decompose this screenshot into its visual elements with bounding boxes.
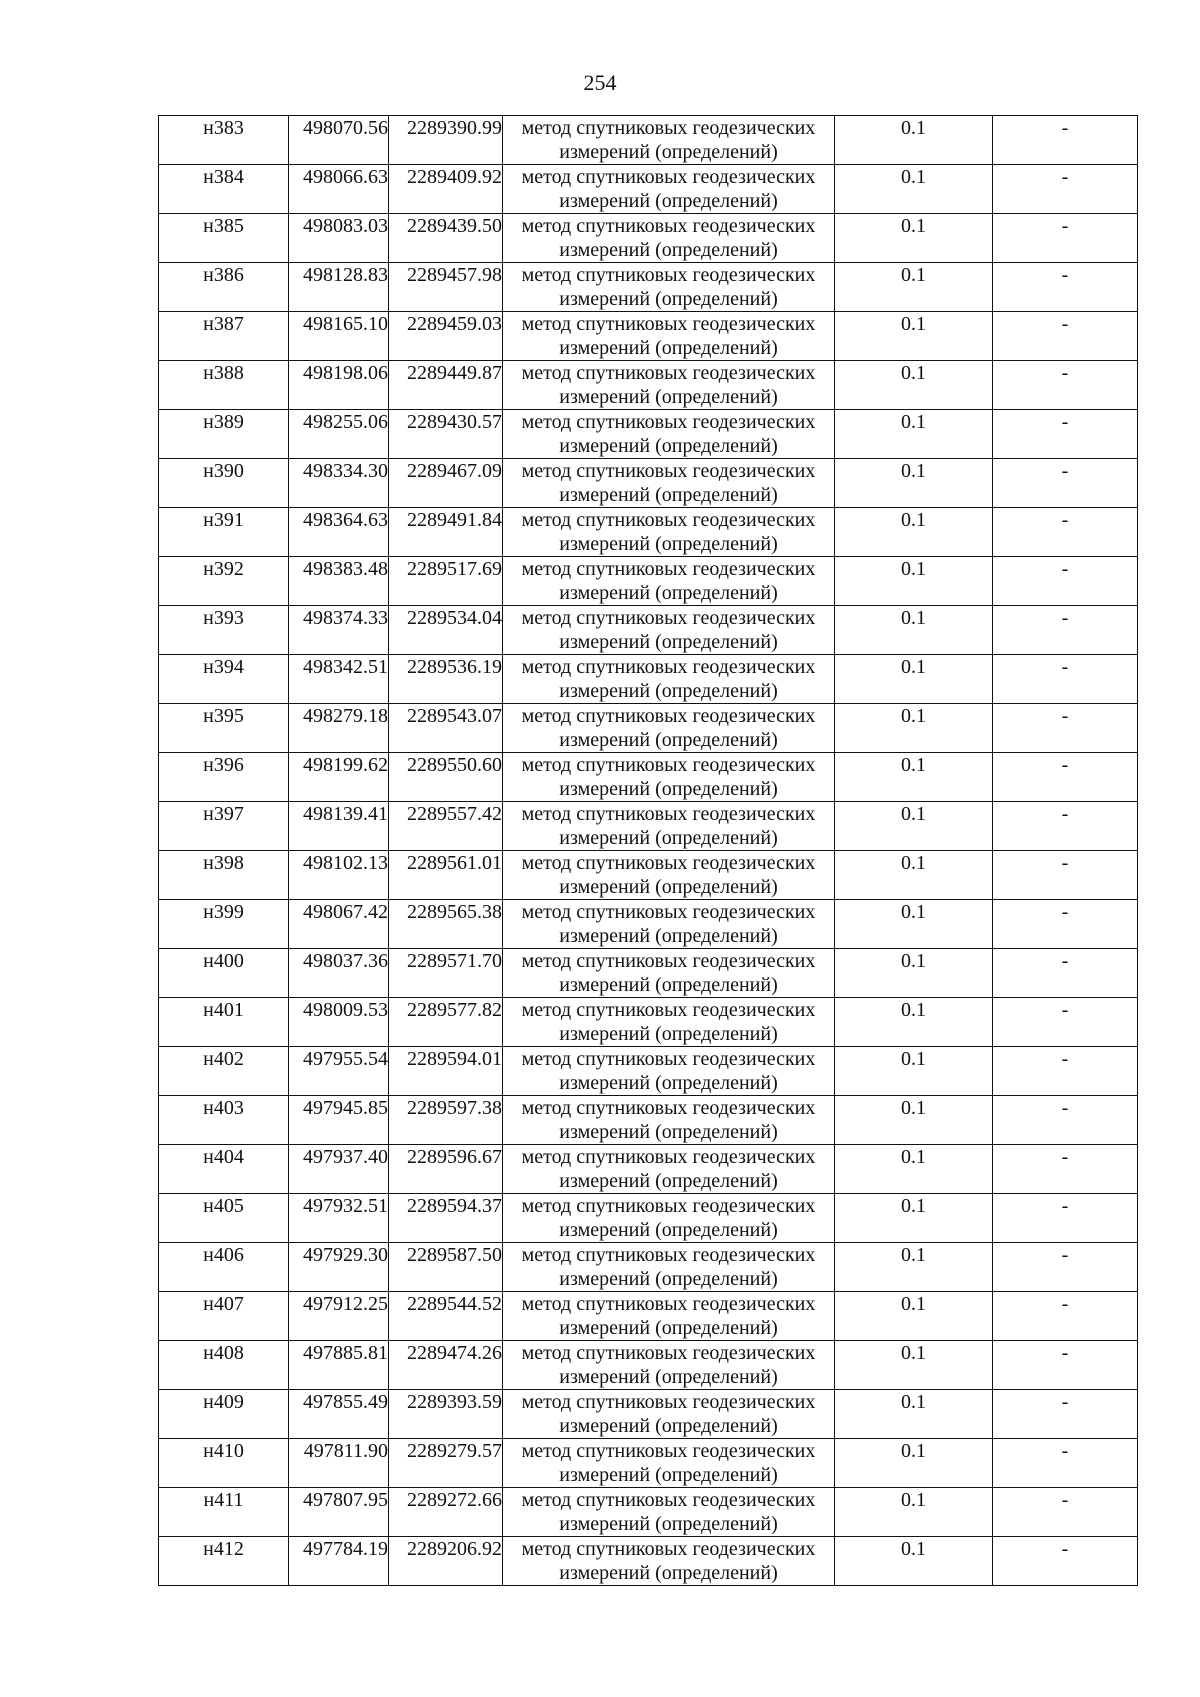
method-cell bbox=[503, 214, 835, 263]
method-cell bbox=[503, 802, 835, 851]
point-name: н411 bbox=[159, 1488, 289, 1537]
note-value: - bbox=[993, 655, 1138, 704]
method-line-2: измерений (определений) bbox=[559, 1170, 778, 1192]
coordinate-x: 498037.36 bbox=[289, 949, 389, 998]
method-cell bbox=[503, 655, 835, 704]
accuracy-value: 0.1 bbox=[835, 165, 993, 214]
table-row bbox=[159, 1047, 1138, 1096]
method-line-1: метод спутниковых геодезических bbox=[521, 558, 816, 580]
method-line-1: метод спутниковых геодезических bbox=[521, 1195, 816, 1217]
note-value: - bbox=[993, 949, 1138, 998]
method-line-2: измерений (определений) bbox=[559, 239, 778, 261]
method-cell bbox=[503, 459, 835, 508]
method-cell bbox=[503, 1537, 835, 1586]
method-line-1: метод спутниковых геодезических bbox=[521, 1489, 816, 1511]
table-row bbox=[159, 753, 1138, 802]
method-cell bbox=[503, 1243, 835, 1292]
coordinate-x: 498198.06 bbox=[289, 361, 389, 410]
method-line-2: измерений (определений) bbox=[559, 1366, 778, 1388]
table-row bbox=[159, 1292, 1138, 1341]
method-line-2: измерений (определений) bbox=[559, 582, 778, 604]
note-value: - bbox=[993, 116, 1138, 165]
coordinate-y: 2289393.59 bbox=[389, 1390, 503, 1439]
accuracy-value: 0.1 bbox=[835, 214, 993, 263]
method-cell bbox=[503, 165, 835, 214]
table-row bbox=[159, 851, 1138, 900]
coordinate-x: 498199.62 bbox=[289, 753, 389, 802]
point-name: н395 bbox=[159, 704, 289, 753]
coordinate-x: 497807.95 bbox=[289, 1488, 389, 1537]
coordinate-y: 2289474.26 bbox=[389, 1341, 503, 1390]
point-name: н400 bbox=[159, 949, 289, 998]
method-line-1: метод спутниковых геодезических bbox=[521, 607, 816, 629]
method-line-2: измерений (определений) bbox=[559, 876, 778, 898]
method-cell bbox=[503, 508, 835, 557]
coordinate-x: 498009.53 bbox=[289, 998, 389, 1047]
method-cell bbox=[503, 1292, 835, 1341]
note-value: - bbox=[993, 704, 1138, 753]
table-row bbox=[159, 557, 1138, 606]
note-value: - bbox=[993, 165, 1138, 214]
method-cell bbox=[503, 998, 835, 1047]
coordinate-x: 497945.85 bbox=[289, 1096, 389, 1145]
point-name: н393 bbox=[159, 606, 289, 655]
coordinate-y: 2289430.57 bbox=[389, 410, 503, 459]
note-value: - bbox=[993, 1194, 1138, 1243]
method-line-1: метод спутниковых геодезических bbox=[521, 1244, 816, 1266]
coordinate-y: 2289543.07 bbox=[389, 704, 503, 753]
table-row bbox=[159, 361, 1138, 410]
accuracy-value: 0.1 bbox=[835, 1537, 993, 1586]
accuracy-value: 0.1 bbox=[835, 361, 993, 410]
note-value: - bbox=[993, 998, 1138, 1047]
note-value: - bbox=[993, 753, 1138, 802]
coordinate-x: 498083.03 bbox=[289, 214, 389, 263]
coordinate-x: 498165.10 bbox=[289, 312, 389, 361]
point-name: н385 bbox=[159, 214, 289, 263]
method-line-1: метод спутниковых геодезических bbox=[521, 901, 816, 923]
coordinate-x: 497811.90 bbox=[289, 1439, 389, 1488]
coordinate-x: 497784.19 bbox=[289, 1537, 389, 1586]
accuracy-value: 0.1 bbox=[835, 998, 993, 1047]
method-line-2: измерений (определений) bbox=[559, 631, 778, 653]
table-row bbox=[159, 1537, 1138, 1586]
point-name: н394 bbox=[159, 655, 289, 704]
note-value: - bbox=[993, 1341, 1138, 1390]
coordinate-y: 2289517.69 bbox=[389, 557, 503, 606]
table-row bbox=[159, 116, 1138, 165]
table-row bbox=[159, 312, 1138, 361]
accuracy-value: 0.1 bbox=[835, 1488, 993, 1537]
method-line-1: метод спутниковых геодезических bbox=[521, 950, 816, 972]
method-line-1: метод спутниковых геодезических bbox=[521, 166, 816, 188]
coordinate-y: 2289571.70 bbox=[389, 949, 503, 998]
coordinate-y: 2289557.42 bbox=[389, 802, 503, 851]
table-row bbox=[159, 606, 1138, 655]
note-value: - bbox=[993, 900, 1138, 949]
table-row bbox=[159, 900, 1138, 949]
coordinate-x: 497855.49 bbox=[289, 1390, 389, 1439]
coordinate-y: 2289536.19 bbox=[389, 655, 503, 704]
method-cell bbox=[503, 312, 835, 361]
method-line-1: метод спутниковых геодезических bbox=[521, 264, 816, 286]
method-line-2: измерений (определений) bbox=[559, 533, 778, 555]
accuracy-value: 0.1 bbox=[835, 116, 993, 165]
table-row bbox=[159, 1439, 1138, 1488]
coordinate-y: 2289544.52 bbox=[389, 1292, 503, 1341]
note-value: - bbox=[993, 557, 1138, 606]
coordinate-y: 2289449.87 bbox=[389, 361, 503, 410]
coordinate-y: 2289206.92 bbox=[389, 1537, 503, 1586]
method-line-2: измерений (определений) bbox=[559, 1513, 778, 1535]
coordinate-y: 2289439.50 bbox=[389, 214, 503, 263]
coordinate-y: 2289534.04 bbox=[389, 606, 503, 655]
point-name: н403 bbox=[159, 1096, 289, 1145]
accuracy-value: 0.1 bbox=[835, 900, 993, 949]
accuracy-value: 0.1 bbox=[835, 1390, 993, 1439]
table-row bbox=[159, 949, 1138, 998]
method-line-2: измерений (определений) bbox=[559, 1562, 778, 1584]
point-name: н409 bbox=[159, 1390, 289, 1439]
note-value: - bbox=[993, 1439, 1138, 1488]
point-name: н389 bbox=[159, 410, 289, 459]
method-cell bbox=[503, 1439, 835, 1488]
accuracy-value: 0.1 bbox=[835, 1194, 993, 1243]
accuracy-value: 0.1 bbox=[835, 655, 993, 704]
coordinate-x: 497937.40 bbox=[289, 1145, 389, 1194]
coordinate-y: 2289491.84 bbox=[389, 508, 503, 557]
point-name: н391 bbox=[159, 508, 289, 557]
table-row bbox=[159, 655, 1138, 704]
coordinate-y: 2289596.67 bbox=[389, 1145, 503, 1194]
method-cell bbox=[503, 1047, 835, 1096]
method-cell bbox=[503, 1096, 835, 1145]
method-cell bbox=[503, 606, 835, 655]
coordinates-table-body bbox=[159, 116, 1138, 1586]
coordinate-x: 497912.25 bbox=[289, 1292, 389, 1341]
coordinate-x: 497885.81 bbox=[289, 1341, 389, 1390]
note-value: - bbox=[993, 508, 1138, 557]
method-line-2: измерений (определений) bbox=[559, 1023, 778, 1045]
accuracy-value: 0.1 bbox=[835, 851, 993, 900]
method-line-2: измерений (определений) bbox=[559, 1072, 778, 1094]
method-line-1: метод спутниковых геодезических bbox=[521, 411, 816, 433]
method-cell bbox=[503, 557, 835, 606]
method-cell bbox=[503, 1341, 835, 1390]
method-line-1: метод спутниковых геодезических bbox=[521, 852, 816, 874]
note-value: - bbox=[993, 312, 1138, 361]
table-row bbox=[159, 410, 1138, 459]
table-row bbox=[159, 802, 1138, 851]
method-cell bbox=[503, 410, 835, 459]
table-row bbox=[159, 1194, 1138, 1243]
point-name: н388 bbox=[159, 361, 289, 410]
accuracy-value: 0.1 bbox=[835, 410, 993, 459]
method-line-2: измерений (определений) bbox=[559, 141, 778, 163]
method-cell bbox=[503, 361, 835, 410]
coordinate-y: 2289459.03 bbox=[389, 312, 503, 361]
method-line-1: метод спутниковых геодезических bbox=[521, 1538, 816, 1560]
method-line-1: метод спутниковых геодезических bbox=[521, 656, 816, 678]
note-value: - bbox=[993, 459, 1138, 508]
note-value: - bbox=[993, 851, 1138, 900]
method-cell bbox=[503, 949, 835, 998]
table-row bbox=[159, 1341, 1138, 1390]
accuracy-value: 0.1 bbox=[835, 1439, 993, 1488]
point-name: н401 bbox=[159, 998, 289, 1047]
coordinate-y: 2289550.60 bbox=[389, 753, 503, 802]
coordinate-y: 2289561.01 bbox=[389, 851, 503, 900]
method-line-2: измерений (определений) bbox=[559, 1464, 778, 1486]
note-value: - bbox=[993, 1096, 1138, 1145]
coordinates-table bbox=[158, 115, 1138, 1586]
method-line-1: метод спутниковых геодезических bbox=[521, 313, 816, 335]
coordinate-y: 2289587.50 bbox=[389, 1243, 503, 1292]
table-row bbox=[159, 1243, 1138, 1292]
table-row bbox=[159, 214, 1138, 263]
coordinate-x: 498279.18 bbox=[289, 704, 389, 753]
accuracy-value: 0.1 bbox=[835, 704, 993, 753]
method-cell bbox=[503, 1390, 835, 1439]
method-line-1: метод спутниковых геодезических bbox=[521, 1293, 816, 1315]
table-row bbox=[159, 998, 1138, 1047]
table-row bbox=[159, 1488, 1138, 1537]
point-name: н407 bbox=[159, 1292, 289, 1341]
point-name: н398 bbox=[159, 851, 289, 900]
coordinate-y: 2289565.38 bbox=[389, 900, 503, 949]
method-line-2: измерений (определений) bbox=[559, 190, 778, 212]
method-line-2: измерений (определений) bbox=[559, 1317, 778, 1339]
accuracy-value: 0.1 bbox=[835, 508, 993, 557]
note-value: - bbox=[993, 1243, 1138, 1292]
note-value: - bbox=[993, 1145, 1138, 1194]
method-cell bbox=[503, 263, 835, 312]
point-name: н386 bbox=[159, 263, 289, 312]
point-name: н383 bbox=[159, 116, 289, 165]
table-row bbox=[159, 165, 1138, 214]
page-number: 254 bbox=[583, 70, 617, 95]
accuracy-value: 0.1 bbox=[835, 1145, 993, 1194]
method-line-2: измерений (определений) bbox=[559, 484, 778, 506]
accuracy-value: 0.1 bbox=[835, 802, 993, 851]
table-row bbox=[159, 1390, 1138, 1439]
accuracy-value: 0.1 bbox=[835, 557, 993, 606]
accuracy-value: 0.1 bbox=[835, 312, 993, 361]
accuracy-value: 0.1 bbox=[835, 753, 993, 802]
coordinate-y: 2289390.99 bbox=[389, 116, 503, 165]
note-value: - bbox=[993, 1292, 1138, 1341]
accuracy-value: 0.1 bbox=[835, 1047, 993, 1096]
coordinate-x: 498102.13 bbox=[289, 851, 389, 900]
method-line-1: метод спутниковых геодезических bbox=[521, 215, 816, 237]
point-name: н392 bbox=[159, 557, 289, 606]
coordinate-y: 2289597.38 bbox=[389, 1096, 503, 1145]
method-cell bbox=[503, 753, 835, 802]
method-line-1: метод спутниковых геодезических bbox=[521, 754, 816, 776]
method-line-2: измерений (определений) bbox=[559, 1121, 778, 1143]
table-row bbox=[159, 1145, 1138, 1194]
method-line-2: измерений (определений) bbox=[559, 925, 778, 947]
coordinate-y: 2289594.37 bbox=[389, 1194, 503, 1243]
method-line-1: метод спутниковых геодезических bbox=[521, 1097, 816, 1119]
coordinate-x: 498364.63 bbox=[289, 508, 389, 557]
method-line-2: измерений (определений) bbox=[559, 827, 778, 849]
coordinate-x: 498128.83 bbox=[289, 263, 389, 312]
method-line-2: измерений (определений) bbox=[559, 386, 778, 408]
coordinate-y: 2289467.09 bbox=[389, 459, 503, 508]
point-name: н399 bbox=[159, 900, 289, 949]
table-row bbox=[159, 704, 1138, 753]
coordinate-x: 498067.42 bbox=[289, 900, 389, 949]
coordinate-x: 497955.54 bbox=[289, 1047, 389, 1096]
method-line-2: измерений (определений) bbox=[559, 1415, 778, 1437]
note-value: - bbox=[993, 1390, 1138, 1439]
coordinate-y: 2289457.98 bbox=[389, 263, 503, 312]
coordinate-x: 498374.33 bbox=[289, 606, 389, 655]
method-line-1: метод спутниковых геодезических bbox=[521, 705, 816, 727]
note-value: - bbox=[993, 410, 1138, 459]
note-value: - bbox=[993, 1047, 1138, 1096]
accuracy-value: 0.1 bbox=[835, 1096, 993, 1145]
table-row bbox=[159, 508, 1138, 557]
method-cell bbox=[503, 851, 835, 900]
method-cell bbox=[503, 1194, 835, 1243]
accuracy-value: 0.1 bbox=[835, 1243, 993, 1292]
method-line-2: измерений (определений) bbox=[559, 1268, 778, 1290]
method-line-1: метод спутниковых геодезических bbox=[521, 460, 816, 482]
method-line-2: измерений (определений) bbox=[559, 680, 778, 702]
coordinate-y: 2289577.82 bbox=[389, 998, 503, 1047]
coordinate-y: 2289409.92 bbox=[389, 165, 503, 214]
point-name: н405 bbox=[159, 1194, 289, 1243]
method-line-1: метод спутниковых геодезических bbox=[521, 999, 816, 1021]
coordinate-x: 498070.56 bbox=[289, 116, 389, 165]
point-name: н410 bbox=[159, 1439, 289, 1488]
method-line-1: метод спутниковых геодезических bbox=[521, 1048, 816, 1070]
method-cell bbox=[503, 900, 835, 949]
method-line-2: измерений (определений) bbox=[559, 337, 778, 359]
method-cell bbox=[503, 1145, 835, 1194]
note-value: - bbox=[993, 1537, 1138, 1586]
coordinate-x: 498342.51 bbox=[289, 655, 389, 704]
method-cell bbox=[503, 1488, 835, 1537]
point-name: н396 bbox=[159, 753, 289, 802]
method-line-2: измерений (определений) bbox=[559, 435, 778, 457]
coordinate-x: 498066.63 bbox=[289, 165, 389, 214]
method-line-2: измерений (определений) bbox=[559, 974, 778, 996]
note-value: - bbox=[993, 606, 1138, 655]
coordinate-x: 497932.51 bbox=[289, 1194, 389, 1243]
coordinate-y: 2289279.57 bbox=[389, 1439, 503, 1488]
coordinate-x: 498139.41 bbox=[289, 802, 389, 851]
coordinate-x: 498383.48 bbox=[289, 557, 389, 606]
point-name: н402 bbox=[159, 1047, 289, 1096]
method-line-2: измерений (определений) bbox=[559, 1219, 778, 1241]
table-row bbox=[159, 1096, 1138, 1145]
method-line-1: метод спутниковых геодезических bbox=[521, 1342, 816, 1364]
point-name: н387 bbox=[159, 312, 289, 361]
method-line-1: метод спутниковых геодезических bbox=[521, 803, 816, 825]
note-value: - bbox=[993, 1488, 1138, 1537]
note-value: - bbox=[993, 263, 1138, 312]
point-name: н412 bbox=[159, 1537, 289, 1586]
point-name: н406 bbox=[159, 1243, 289, 1292]
accuracy-value: 0.1 bbox=[835, 263, 993, 312]
method-cell bbox=[503, 116, 835, 165]
note-value: - bbox=[993, 214, 1138, 263]
accuracy-value: 0.1 bbox=[835, 1341, 993, 1390]
coordinate-x: 498334.30 bbox=[289, 459, 389, 508]
method-line-2: измерений (определений) bbox=[559, 288, 778, 310]
accuracy-value: 0.1 bbox=[835, 949, 993, 998]
accuracy-value: 0.1 bbox=[835, 459, 993, 508]
table-row bbox=[159, 459, 1138, 508]
method-line-1: метод спутниковых геодезических bbox=[521, 362, 816, 384]
accuracy-value: 0.1 bbox=[835, 1292, 993, 1341]
method-line-2: измерений (определений) bbox=[559, 729, 778, 751]
point-name: н397 bbox=[159, 802, 289, 851]
point-name: н384 bbox=[159, 165, 289, 214]
table-row bbox=[159, 263, 1138, 312]
method-line-2: измерений (определений) bbox=[559, 778, 778, 800]
method-cell bbox=[503, 704, 835, 753]
coordinate-y: 2289272.66 bbox=[389, 1488, 503, 1537]
note-value: - bbox=[993, 802, 1138, 851]
coordinate-y: 2289594.01 bbox=[389, 1047, 503, 1096]
point-name: н390 bbox=[159, 459, 289, 508]
method-line-1: метод спутниковых геодезических bbox=[521, 1146, 816, 1168]
method-line-1: метод спутниковых геодезических bbox=[521, 1440, 816, 1462]
point-name: н404 bbox=[159, 1145, 289, 1194]
method-line-1: метод спутниковых геодезических bbox=[521, 1391, 816, 1413]
method-line-1: метод спутниковых геодезических bbox=[521, 117, 816, 139]
method-line-1: метод спутниковых геодезических bbox=[521, 509, 816, 531]
point-name: н408 bbox=[159, 1341, 289, 1390]
note-value: - bbox=[993, 361, 1138, 410]
coordinate-x: 497929.30 bbox=[289, 1243, 389, 1292]
coordinate-x: 498255.06 bbox=[289, 410, 389, 459]
accuracy-value: 0.1 bbox=[835, 606, 993, 655]
